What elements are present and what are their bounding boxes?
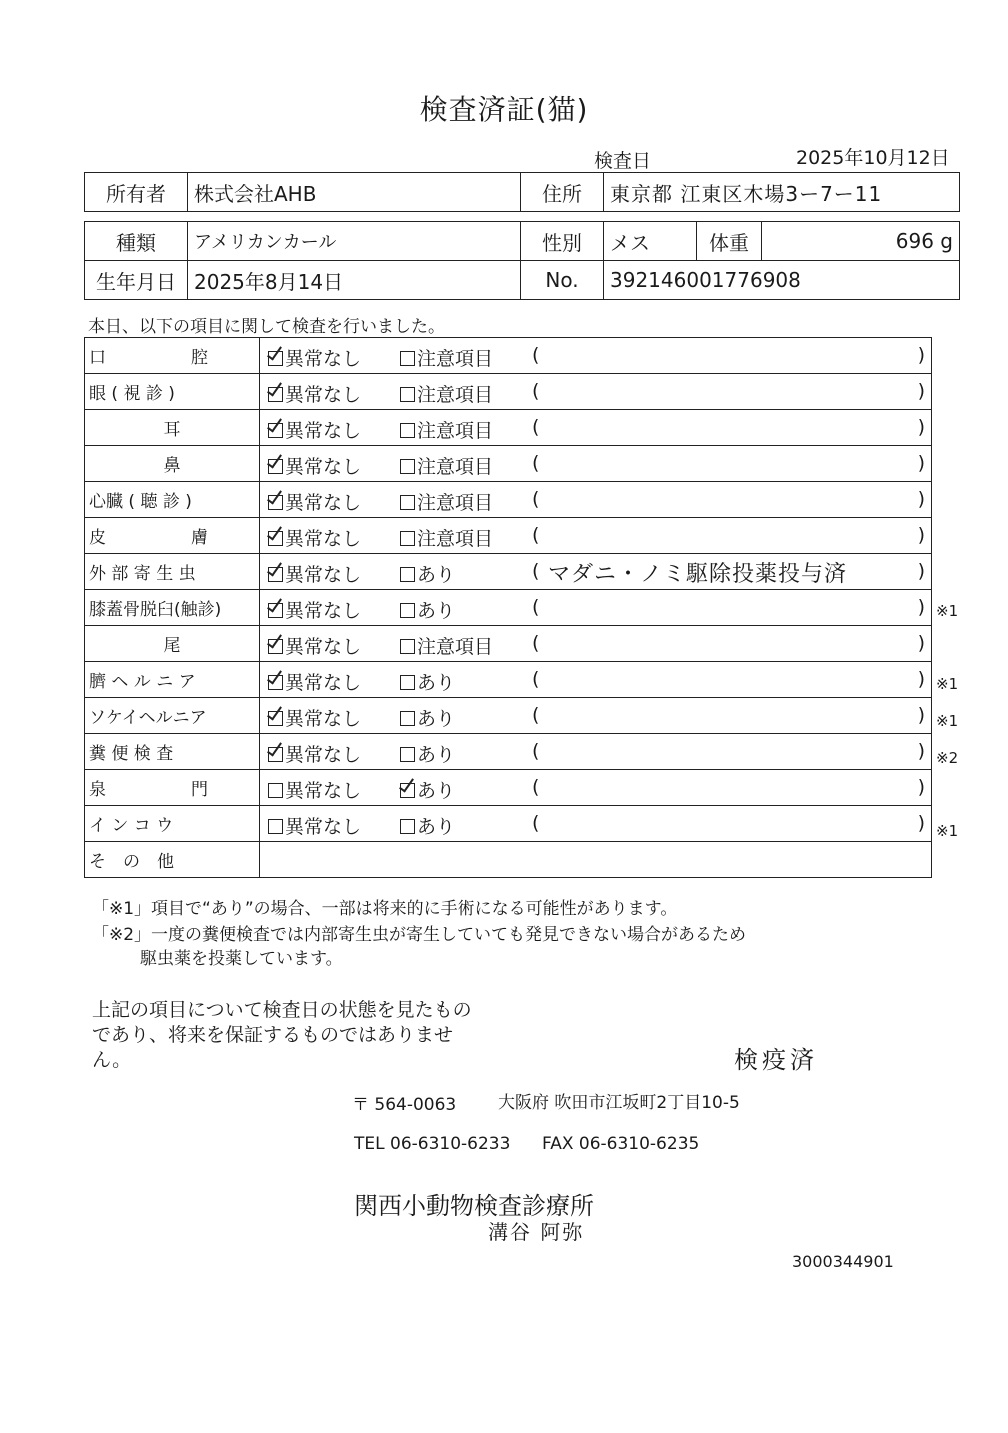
option-normal[interactable] bbox=[268, 452, 361, 479]
checkbox-icon[interactable] bbox=[400, 423, 415, 438]
clinic-name: 関西小動物検査診療所 bbox=[354, 1192, 594, 1220]
checkbox-icon[interactable] bbox=[400, 531, 415, 546]
check-row bbox=[85, 482, 932, 518]
postal-code: 〒 564-0063 bbox=[352, 1095, 457, 1115]
option-normal-label: 異常なし bbox=[285, 456, 362, 478]
check-row bbox=[85, 662, 932, 698]
checkbox-icon[interactable] bbox=[400, 567, 415, 582]
check-result bbox=[260, 590, 932, 626]
breed-value: アメリカンカール bbox=[188, 222, 521, 261]
check-row bbox=[85, 734, 932, 770]
check-item-label: 膝蓋骨脱臼(触診) bbox=[85, 590, 260, 626]
option-normal[interactable] bbox=[268, 560, 361, 587]
paren-right: ) bbox=[917, 344, 925, 366]
option-normal[interactable] bbox=[268, 344, 361, 371]
option-normal[interactable] bbox=[268, 488, 361, 515]
option-abnormal-label: 注意項目 bbox=[417, 636, 494, 658]
option-normal-label: 異常なし bbox=[285, 816, 362, 838]
option-abnormal-label: あり bbox=[417, 600, 456, 622]
inspection-stamp: 検疫済 bbox=[734, 1046, 818, 1074]
check-result bbox=[260, 446, 932, 482]
paren-right: ) bbox=[917, 560, 925, 582]
check-result bbox=[260, 518, 932, 554]
check-row bbox=[85, 770, 932, 806]
option-abnormal[interactable] bbox=[400, 452, 493, 479]
option-abnormal[interactable] bbox=[400, 344, 493, 371]
option-normal-label: 異常なし bbox=[285, 564, 362, 586]
option-abnormal[interactable] bbox=[400, 776, 455, 803]
page-title: 検査済証(猫) bbox=[419, 93, 589, 126]
checkbox-icon[interactable] bbox=[400, 747, 415, 762]
option-normal-label: 異常なし bbox=[285, 492, 362, 514]
option-abnormal-label: 注意項目 bbox=[417, 456, 494, 478]
option-abnormal[interactable] bbox=[400, 632, 493, 659]
check-result bbox=[260, 770, 932, 806]
option-normal-label: 異常なし bbox=[285, 348, 362, 370]
weight-value: 696 g bbox=[762, 222, 960, 261]
sex-value: メス bbox=[604, 222, 697, 261]
option-abnormal[interactable] bbox=[400, 560, 455, 587]
option-abnormal[interactable] bbox=[400, 488, 493, 515]
weight-label: 体重 bbox=[697, 222, 762, 261]
option-abnormal-label: 注意項目 bbox=[417, 528, 494, 550]
check-result bbox=[260, 734, 932, 770]
check-note: マダニ・ノミ駆除投薬投与済 bbox=[548, 562, 848, 587]
check-item-label: 口 腔 bbox=[85, 338, 260, 374]
paren-right: ) bbox=[917, 380, 925, 402]
check-item-label: 尾 bbox=[85, 626, 260, 662]
check-row bbox=[85, 806, 932, 842]
option-normal[interactable] bbox=[268, 776, 361, 803]
check-item-label: 皮 膚 bbox=[85, 518, 260, 554]
option-abnormal-label: 注意項目 bbox=[417, 348, 494, 370]
option-abnormal-label: 注意項目 bbox=[417, 384, 494, 406]
document-number: 3000344901 bbox=[792, 1252, 894, 1271]
option-abnormal[interactable] bbox=[400, 812, 455, 839]
check-table bbox=[84, 337, 932, 878]
paren-left: ( bbox=[532, 560, 540, 582]
inspection-date: 2025年10月12日 bbox=[796, 147, 950, 169]
option-abnormal[interactable] bbox=[400, 524, 493, 551]
checkbox-icon[interactable] bbox=[400, 639, 415, 654]
checkbox-icon[interactable] bbox=[400, 675, 415, 690]
paren-left: ( bbox=[532, 704, 540, 726]
footnote-mark: ※1 bbox=[936, 601, 959, 620]
paren-right: ) bbox=[917, 596, 925, 618]
checkbox-icon[interactable] bbox=[268, 675, 283, 690]
check-row bbox=[85, 374, 932, 410]
option-normal-label: 異常なし bbox=[285, 528, 362, 550]
disclaimer: 上記の項目について検査日の状態を見たものであり、将来を保証するものではありません。 bbox=[92, 999, 472, 1071]
paren-right: ) bbox=[917, 812, 925, 834]
paren-right: ) bbox=[917, 704, 925, 726]
option-abnormal-label: あり bbox=[417, 816, 456, 838]
paren-left: ( bbox=[532, 812, 540, 834]
checkbox-icon[interactable] bbox=[268, 711, 283, 726]
birth-value: 2025年8月14日 bbox=[188, 261, 521, 300]
option-normal-label: 異常なし bbox=[285, 672, 362, 694]
footnote-mark: ※2 bbox=[936, 748, 959, 767]
owner-label: 所有者 bbox=[85, 173, 188, 212]
paren-left: ( bbox=[532, 416, 540, 438]
option-abnormal-label: あり bbox=[417, 672, 456, 694]
checkbox-icon[interactable] bbox=[268, 459, 283, 474]
paren-left: ( bbox=[532, 596, 540, 618]
option-normal-label: 異常なし bbox=[285, 600, 362, 622]
check-row bbox=[85, 410, 932, 446]
no-value: 392146001776908 bbox=[604, 261, 960, 300]
check-item-label: 心臓 ( 聴 診 ) bbox=[85, 482, 260, 518]
animal-table bbox=[84, 221, 960, 300]
option-normal[interactable] bbox=[268, 812, 361, 839]
check-row bbox=[85, 590, 932, 626]
paren-right: ) bbox=[917, 776, 925, 798]
checkbox-icon[interactable] bbox=[268, 423, 283, 438]
other-label: そ の 他 bbox=[85, 842, 260, 878]
checkbox-icon[interactable] bbox=[400, 495, 415, 510]
address-value: 東京都 江東区木場3ー7ー11 bbox=[604, 173, 960, 212]
paren-right: ) bbox=[917, 416, 925, 438]
breed-label: 種類 bbox=[85, 222, 188, 261]
checkbox-icon[interactable] bbox=[400, 351, 415, 366]
paren-left: ( bbox=[532, 776, 540, 798]
paren-left: ( bbox=[532, 524, 540, 546]
checkbox-icon[interactable] bbox=[268, 639, 283, 654]
checkbox-icon[interactable] bbox=[268, 603, 283, 618]
option-abnormal[interactable] bbox=[400, 704, 455, 731]
paren-left: ( bbox=[532, 344, 540, 366]
option-normal[interactable] bbox=[268, 632, 361, 659]
check-item-label: 外 部 寄 生 虫 bbox=[85, 554, 260, 590]
other-value bbox=[260, 842, 932, 878]
option-abnormal-label: あり bbox=[417, 564, 456, 586]
checkbox-icon[interactable] bbox=[400, 603, 415, 618]
footnote-mark: ※1 bbox=[936, 675, 959, 694]
check-item-label: 泉 門 bbox=[85, 770, 260, 806]
option-abnormal-label: あり bbox=[417, 780, 456, 802]
checkbox-icon[interactable] bbox=[268, 531, 283, 546]
checkbox-icon[interactable] bbox=[268, 387, 283, 402]
check-row bbox=[85, 626, 932, 662]
option-normal[interactable] bbox=[268, 380, 361, 407]
paren-left: ( bbox=[532, 740, 540, 762]
option-abnormal-label: 注意項目 bbox=[417, 492, 494, 514]
check-item-label: 眼 ( 視 診 ) bbox=[85, 374, 260, 410]
paren-right: ) bbox=[917, 488, 925, 510]
option-abnormal-label: あり bbox=[417, 744, 456, 766]
option-abnormal-label: あり bbox=[417, 708, 456, 730]
footnote-1: 「※1」項目で“あり”の場合、一部は将来的に手術になる可能性があります。 bbox=[92, 899, 678, 919]
check-row bbox=[85, 518, 932, 554]
option-abnormal[interactable] bbox=[400, 668, 455, 695]
checkbox-icon[interactable] bbox=[268, 819, 283, 834]
check-result bbox=[260, 806, 932, 842]
check-result bbox=[260, 410, 932, 446]
birth-label: 生年月日 bbox=[85, 261, 188, 300]
checkbox-icon[interactable] bbox=[268, 567, 283, 582]
checkbox-icon[interactable] bbox=[268, 351, 283, 366]
paren-left: ( bbox=[532, 452, 540, 474]
check-item-label: イ ン コ ウ bbox=[85, 806, 260, 842]
checkbox-icon[interactable] bbox=[268, 747, 283, 762]
check-item-label: 耳 bbox=[85, 410, 260, 446]
check-row bbox=[85, 554, 932, 590]
director-name: 溝谷 阿弥 bbox=[488, 1220, 585, 1244]
check-row bbox=[85, 446, 932, 482]
no-label: No. bbox=[521, 261, 604, 300]
option-abnormal[interactable] bbox=[400, 380, 493, 407]
check-item-label: 臍 ヘ ル ニ ア bbox=[85, 662, 260, 698]
checkbox-icon[interactable] bbox=[400, 459, 415, 474]
paren-right: ) bbox=[917, 524, 925, 546]
check-result bbox=[260, 662, 932, 698]
check-result bbox=[260, 698, 932, 734]
check-result bbox=[260, 374, 932, 410]
option-normal[interactable] bbox=[268, 596, 361, 623]
intro-text: 本日、以下の項目に関して検査を行いました。 bbox=[88, 317, 445, 337]
option-normal-label: 異常なし bbox=[285, 780, 362, 802]
paren-left: ( bbox=[532, 488, 540, 510]
check-result bbox=[260, 554, 932, 590]
clinic-address: 大阪府 吹田市江坂町2丁目10-5 bbox=[498, 1093, 740, 1113]
option-normal-label: 異常なし bbox=[285, 636, 362, 658]
option-normal[interactable] bbox=[268, 668, 361, 695]
checkbox-icon[interactable] bbox=[400, 711, 415, 726]
paren-right: ) bbox=[917, 632, 925, 654]
checkbox-icon[interactable] bbox=[268, 495, 283, 510]
footnote-2: 「※2」一度の糞便検査では内部寄生虫が寄生していても発見できない場合があるため bbox=[92, 925, 747, 945]
option-normal[interactable] bbox=[268, 704, 361, 731]
footnote-mark: ※1 bbox=[936, 712, 959, 730]
option-normal-label: 異常なし bbox=[285, 708, 362, 730]
paren-right: ) bbox=[917, 452, 925, 474]
check-item-label: 糞 便 検 査 bbox=[85, 734, 260, 770]
option-normal[interactable] bbox=[268, 740, 361, 767]
option-abnormal[interactable] bbox=[400, 596, 455, 623]
check-result bbox=[260, 338, 932, 374]
owner-table bbox=[84, 172, 960, 212]
paren-right: ) bbox=[917, 668, 925, 690]
option-abnormal-label: 注意項目 bbox=[417, 420, 494, 442]
checkbox-icon[interactable] bbox=[268, 783, 283, 798]
option-normal-label: 異常なし bbox=[285, 744, 362, 766]
option-abnormal[interactable] bbox=[400, 740, 455, 767]
paren-left: ( bbox=[532, 380, 540, 402]
check-row bbox=[85, 338, 932, 374]
option-normal-label: 異常なし bbox=[285, 384, 362, 406]
option-normal[interactable] bbox=[268, 524, 361, 551]
inspection-date-label: 検査日 bbox=[594, 150, 652, 172]
option-normal-label: 異常なし bbox=[285, 420, 362, 442]
footnote-mark: ※1 bbox=[936, 822, 959, 841]
clinic-fax: FAX 06-6310-6235 bbox=[542, 1134, 700, 1154]
paren-right: ) bbox=[917, 740, 925, 762]
checkbox-icon[interactable] bbox=[400, 783, 415, 798]
footnote-2b: 駆虫薬を投薬しています。 bbox=[140, 949, 343, 969]
owner-value: 株式会社AHB bbox=[188, 173, 521, 212]
check-row bbox=[85, 698, 932, 734]
option-abnormal[interactable] bbox=[400, 416, 493, 443]
paren-left: ( bbox=[532, 668, 540, 690]
clinic-tel: TEL 06-6310-6233 bbox=[354, 1134, 511, 1154]
check-result bbox=[260, 482, 932, 518]
sex-label: 性別 bbox=[521, 222, 604, 261]
paren-left: ( bbox=[532, 632, 540, 654]
option-normal[interactable] bbox=[268, 416, 361, 443]
check-result bbox=[260, 626, 932, 662]
checkbox-icon[interactable] bbox=[400, 387, 415, 402]
address-label: 住所 bbox=[521, 173, 604, 212]
check-item-label: ソケイヘルニア bbox=[85, 698, 260, 734]
check-item-label: 鼻 bbox=[85, 446, 260, 482]
checkbox-icon[interactable] bbox=[400, 819, 415, 834]
